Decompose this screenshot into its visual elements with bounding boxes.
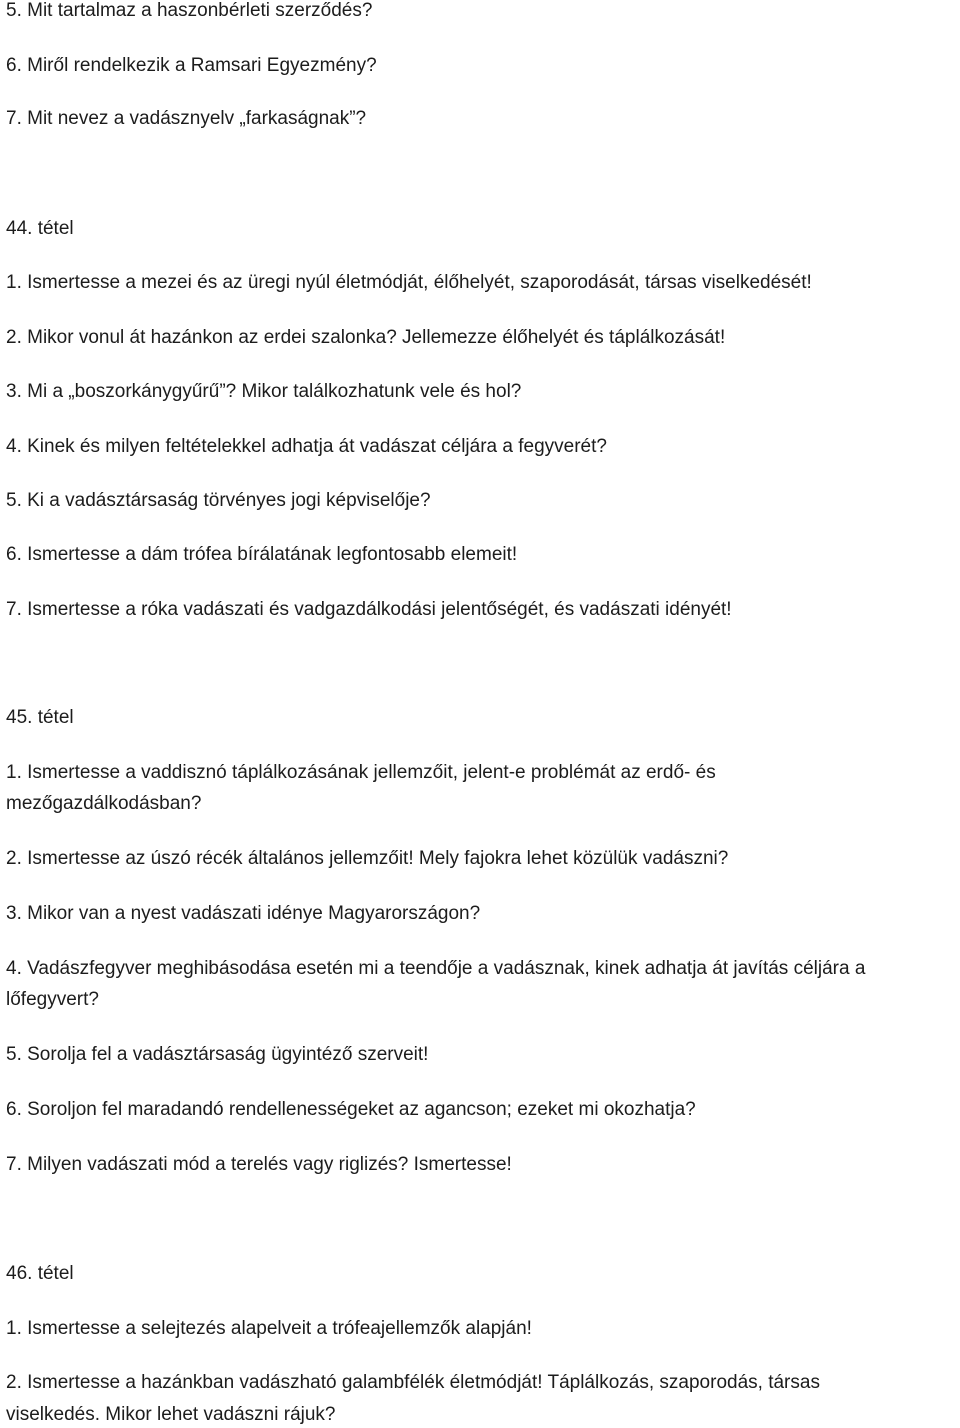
section-heading-46: 46. tétel [6, 1263, 74, 1284]
section-heading-45: 45. tétel [6, 707, 74, 728]
question-text: 1. Ismertesse a mezei és az üregi nyúl életmódját, élőhelyét, szaporodását, társas viselkedését! [6, 272, 812, 293]
question-text: 2. Mikor vonul át hazánkon az erdei szalonka? Jellemezze élőhelyét és táplálkozását! [6, 327, 726, 348]
question-text: 7. Ismertesse a róka vadászati és vadgazdálkodási jelentőségét, és vadászati idényét! [6, 599, 732, 620]
question-text-continued: viselkedés. Mikor lehet vadászni rájuk? [6, 1404, 336, 1425]
question-text: 3. Mi a „boszorkánygyűrű”? Mikor találkozhatunk vele és hol? [6, 381, 522, 402]
question-text: 3. Mikor van a nyest vadászati idénye Magyarországon? [6, 903, 481, 924]
question-text: 2. Ismertesse a hazánkban vadászható galambfélék életmódját! Táplálkozás, szaporodás, társas [6, 1372, 820, 1393]
question-text: 5. Ki a vadásztársaság törvényes jogi képviselője? [6, 490, 431, 511]
question-text: 6. Ismertesse a dám trófea bírálatának legfontosabb elemeit! [6, 544, 518, 565]
question-text-continued: mezőgazdálkodásban? [6, 793, 202, 814]
question-text: 1. Ismertesse a selejtezés alapelveit a trófeajellemzők alapján! [6, 1318, 532, 1339]
question-text: 2. Ismertesse az úszó récék általános jellemzőit! Mely fajokra lehet közülük vadászni? [6, 848, 729, 869]
question-text: 5. Mit tartalmaz a haszonbérleti szerződés? [6, 0, 373, 21]
section-heading-44: 44. tétel [6, 218, 74, 239]
question-text: 6. Soroljon fel maradandó rendellenességeket az agancson; ezeket mi okozhatja? [6, 1099, 696, 1120]
question-text-continued: lőfegyvert? [6, 989, 99, 1010]
question-text: 4. Vadászfegyver meghibásodása esetén mi a teendője a vadásznak, kinek adhatja át javítás céljára a [6, 958, 866, 979]
question-text: 7. Milyen vadászati mód a terelés vagy riglizés? Ismertesse! [6, 1154, 512, 1175]
question-text: 4. Kinek és milyen feltételekkel adhatja át vadászat céljára a fegyverét? [6, 436, 607, 457]
question-text: 5. Sorolja fel a vadásztársaság ügyintéző szerveit! [6, 1044, 429, 1065]
question-text: 7. Mit nevez a vadásznyelv „farkaságnak”? [6, 108, 367, 129]
question-text: 6. Miről rendelkezik a Ramsari Egyezmény? [6, 55, 377, 76]
question-text: 1. Ismertesse a vaddisznó táplálkozásának jellemzőit, jelent-e problémát az erdő- és [6, 762, 716, 783]
